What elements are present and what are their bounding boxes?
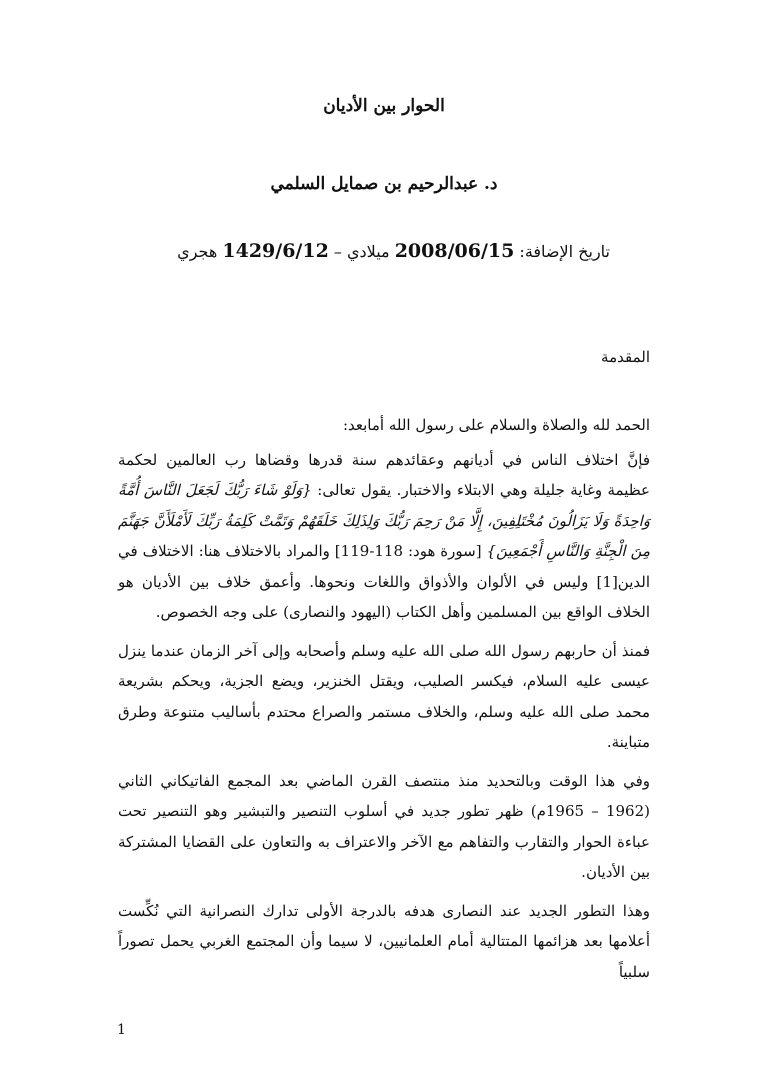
date-label: تاريخ الإضافة: [519, 242, 610, 261]
paragraph-vatican: وفي هذا الوقت وبالتحديد منذ منتصف القرن الماضي بعد المجمع الفاتيكاني الثاني (1962 – 1965م) ظهر تطور جديد في أسلوب التنصير والتبشير وهو التنصير تحت عباءة الحوار والتقارب والتفاهم مع الآخر والاعتراف به والتعاون على القضايا المشتركة بين الأديان. [118, 771, 651, 881]
paragraph-difference [118, 445, 650, 628]
date-line [177, 240, 610, 262]
section-heading: المقدمة [601, 348, 650, 366]
paragraph-development: وهذا التطور الجديد عند النصارى هدفه بالدرجة الأولى تدارك النصرانية التي نُكِّست أعلامها بعد هزائمها المتتالية أمام العلمانيين، لا سيما وأن المجتمع الغربي يحمل تصوراً سلبياً [118, 901, 650, 981]
paragraph-difference-rest: [سورة هود: 118-119] والمراد بالاختلاف هنا: الاختلاف في الدين[1] وليس في الألوان والأذواق واللغات ونحوها. وأعمق خلاف بين الأديان هو الخلاف الواقع بين المسلمين وأهل الكتاب (اليهود والنصارى) على وجه الخصوص. [118, 542, 650, 621]
paragraph-greeting: الحمد لله والصلاة والسلام على رسول الله أمابعد: [342, 416, 650, 434]
gregorian-date: 2008/06/15 [394, 240, 515, 262]
body-text [118, 410, 650, 995]
paragraph-difference-intro: فإنَّ اختلاف الناس في أديانهم وعقائدهم سنة قدرها وقضاها رب العالمين لحكمة عظيمة وغاية جليلة وهي الابتلاء والاختبار. يقول تعالى: [118, 450, 651, 499]
quran-verse: {وَلَوْ شَاءَ رَبُّكَ لَجَعَلَ النَّاسَ أُمَّةً وَاحِدَةً وَلَا يَزَالُونَ مُخْتَلِفِينَ، إِلَّا مَنْ رَحِمَ رَبُّكَ وَلِذَلِكَ خَلَقَهُمْ وَتَمَّتْ كَلِمَةُ رَبِّكَ لَأَمْلَأَنَّ جَهَنَّمَ مِنَ الْجِنَّةِ وَالنَّاسِ أَجْمَعِينَ} [118, 481, 650, 560]
page-number: 1 [117, 1022, 126, 1038]
author-name: د. عبدالرحيم بن صمايل السلمي [270, 174, 498, 194]
document-title: الحوار بين الأديان [323, 96, 445, 116]
gregorian-suffix: ميلادي – [333, 242, 390, 261]
paragraph-history: فمنذ أن حاربهم رسول الله صلى الله عليه وسلم وأصحابه وإلى آخر الزمان عندما ينزل عيسى عليه السلام، فيكسر الصليب، ويقتل الخنزير، ويضع الجزية، ويحكم بشريعة محمد صلى الله عليه وسلم، والخلاف مستمر والصراع محتدم بأساليب متنوعة وطرق متباينة. [118, 641, 650, 751]
hijri-date: 1429/6/12 [222, 240, 329, 262]
hijri-suffix: هجري [177, 242, 218, 261]
